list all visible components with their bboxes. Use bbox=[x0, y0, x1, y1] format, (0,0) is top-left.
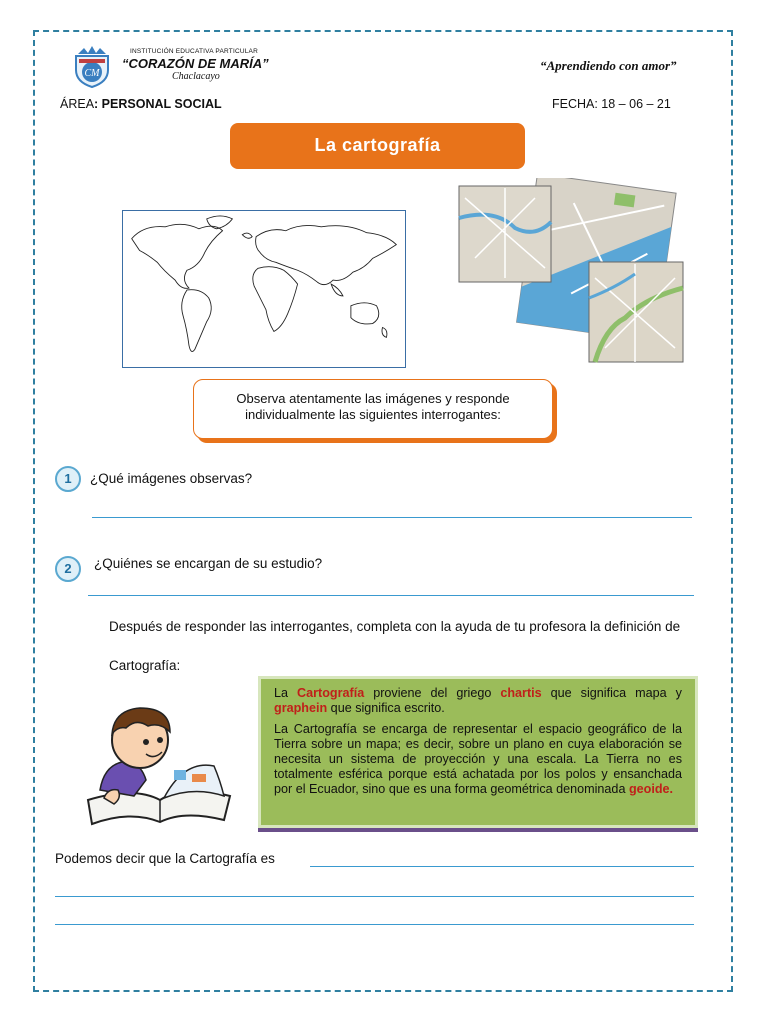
definition-text: proviene del griego bbox=[364, 686, 501, 700]
school-name: “CORAZÓN DE MARÍA” bbox=[122, 56, 269, 71]
term-geoide: geoide. bbox=[628, 782, 674, 796]
answer-line-2[interactable] bbox=[88, 595, 694, 596]
world-map-image bbox=[122, 210, 406, 368]
page-border bbox=[33, 30, 733, 992]
instruction-line-2: individualmente las siguientes interrogantes: bbox=[245, 407, 501, 422]
school-city: Chaclacayo bbox=[172, 71, 220, 82]
instruction-box bbox=[193, 379, 553, 439]
logo-text: CM bbox=[84, 68, 100, 79]
final-prompt: Podemos decir que la Cartografía es bbox=[55, 851, 275, 866]
school-logo bbox=[70, 44, 114, 88]
area-value: : PERSONAL SOCIAL bbox=[94, 97, 222, 111]
cartography-label: Cartografía: bbox=[109, 658, 181, 673]
question-number-badge: 2 bbox=[55, 556, 81, 582]
institution-type: INSTITUCIÓN EDUCATIVA PARTICULAR bbox=[130, 48, 258, 55]
boy-reading-illustration bbox=[74, 700, 234, 830]
question-number-badge: 1 bbox=[55, 466, 81, 492]
area-label: ÁREA bbox=[60, 97, 95, 111]
answer-line-extra-2[interactable] bbox=[55, 924, 694, 925]
answer-line-1[interactable] bbox=[92, 517, 692, 518]
answer-line-final[interactable] bbox=[310, 866, 694, 867]
definition-text: que significa escrito. bbox=[327, 701, 445, 715]
answer-line-extra-1[interactable] bbox=[55, 896, 694, 897]
date: FECHA: 18 – 06 – 21 bbox=[552, 97, 671, 111]
area-line bbox=[60, 97, 222, 111]
definition-paragraph-1 bbox=[274, 686, 682, 716]
definition-box bbox=[258, 676, 698, 828]
definition-text: La Cartografía se encarga de representar el espacio geográfico de la Tierra sobre un mapa; es decir, sobre un plano en cuya elaboración se necesita un sistema de proyección y una escala. La Tierra no es totalmente esférica porque está achatada por los polos y ensanchada por el Ecuador, sino que es una forma geométrica denominada bbox=[274, 722, 682, 796]
question-2-text: ¿Quiénes se encargan de su estudio? bbox=[94, 556, 323, 571]
instruction-line-1: Observa atentamente las imágenes y responde bbox=[236, 391, 510, 406]
completion-instruction: Después de responder las interrogantes, completa con la ayuda de tu profesora la definición de bbox=[109, 619, 681, 634]
term-chartis: chartis bbox=[500, 686, 542, 700]
definition-text: que significa mapa y bbox=[541, 686, 682, 700]
term-cartografia: Cartografía bbox=[297, 686, 365, 700]
definition-paragraph-2 bbox=[274, 722, 682, 797]
question-1-text: ¿Qué imágenes observas? bbox=[90, 471, 253, 486]
school-motto: “Aprendiendo con amor” bbox=[540, 58, 677, 73]
definition-text: La bbox=[274, 686, 298, 700]
term-graphein: graphein bbox=[274, 701, 328, 715]
city-maps-image bbox=[455, 178, 687, 364]
page-title: La cartografía bbox=[230, 123, 525, 169]
